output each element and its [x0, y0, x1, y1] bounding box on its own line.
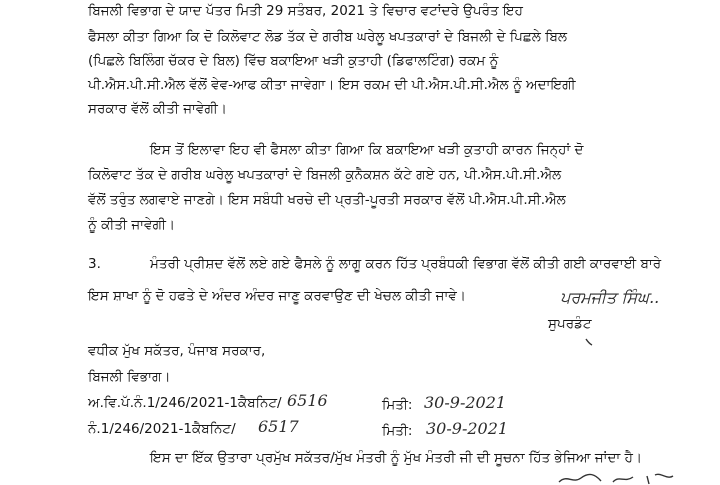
reference-1-handwritten-number: 6516 — [287, 391, 328, 410]
signature-handwriting: ਪਰਮਜੀਤ ਸਿੰਘ.. — [560, 288, 660, 307]
paragraph-2-line-4: ਨੂੰ ਕੀਤੀ ਜਾਵੇਗੀ। — [88, 217, 176, 233]
signature-designation: ਸੁਪਰਡੰਟ — [548, 316, 592, 332]
paragraph-1-line-2: ਫੈਸਲਾ ਕੀਤਾ ਗਿਆ ਕਿ ਦੋ ਕਿਲੋਵਾਟ ਲੋਡ ਤੱਕ ਦੇ ਗਰੀਬ ਘਰੇਲੂ ਖਪਤਕਾਰਾਂ ਦੇ ਬਿਜਲੀ ਦੇ ਪਿਛਲੇ ਬਿਲ — [88, 29, 568, 45]
item-3-line-1: ਮੰਤਰੀ ਪ੍ਰੀਸ਼ਦ ਵੱਲੋਂ ਲਏ ਗਏ ਫੈਸਲੇ ਨੂੰ ਲਾਗੂ ਕਰਨ ਹਿੱਤ ਪ੍ਰਬੰਧਕੀ ਵਿਭਾਗ ਵੱਲੋਂ ਕੀਤੀ ਗਈ ਕਾਰਵਾਈ ਬਾਰੇ — [150, 256, 662, 272]
paragraph-2-line-1: ਇਸ ਤੋਂ ਇਲਾਵਾ ਇਹ ਵੀ ਫੈਸਲਾ ਕੀਤਾ ਗਿਆ ਕਿ ਬਕਾਇਆ ਖੜੀ ਕੁਤਾਹੀ ਕਾਰਨ ਜਿਨ੍ਹਾਂ ਦੋ — [150, 142, 584, 158]
partial-signature-scribble — [555, 470, 685, 485]
addressee-line-2: ਬਿਜਲੀ ਵਿਭਾਗ। — [88, 369, 171, 385]
item-3-line-2: ਇਸ ਸ਼ਾਖਾ ਨੂੰ ਦੋ ਹਫਤੇ ਦੇ ਅੰਦਰ ਅੰਦਰ ਜਾਣੂ ਕਰਵਾਉਣ ਦੀ ਖੇਚਲ ਕੀਤੀ ਜਾਵੇ। — [88, 288, 466, 304]
paragraph-1-line-3: (ਪਿਛਲੇ ਬਿਲਿੰਗ ਚੱਕਰ ਦੇ ਬਿਲ) ਵਿੱਚ ਬਕਾਇਆ ਖੜੀ ਕੁਤਾਹੀ (ਡਿਫਾਲਟਿੰਗ) ਰਕਮ ਨੂੰ — [88, 53, 499, 69]
paragraph-2-line-3: ਵੱਲੋਂ ਤਰੁੰਤ ਲਗਵਾਏ ਜਾਣਗੇ। ਇਸ ਸਬੰਧੀ ਖਰਚੇ ਦੀ ਪ੍ਰਤੀ-ਪੂਰਤੀ ਸਰਕਾਰ ਵੱਲੋਂ ਪੀ.ਐਸ.ਪੀ.ਸੀ.ਐਲ — [88, 192, 566, 208]
item-3-number: 3. — [88, 256, 101, 272]
copy-note: ਇਸ ਦਾ ਇੱਕ ਉਤਾਰਾ ਪ੍ਰਮੁੱਖ ਸਕੱਤਰ/ਮੁੱਖ ਮੰਤਰੀ ਨੂੰ ਮੁੱਖ ਮੰਤਰੀ ਜੀ ਦੀ ਸੂਚਨਾ ਹਿੱਤ ਭੇਜਿਆ ਜਾਂਦਾ ਹੈ। — [150, 450, 642, 466]
reference-1-number: ਅ.ਵਿ.ਪੱ.ਨੰ.1/246/2021-1ਕੈਬਨਿਟ/ — [88, 395, 282, 411]
pen-tick-mark — [584, 336, 598, 348]
reference-1-date: 30-9-2021 — [424, 393, 507, 412]
paragraph-1-line-5: ਸਰਕਾਰ ਵੱਲੋਂ ਕੀਤੀ ਜਾਵੇਗੀ। — [88, 101, 227, 117]
reference-2-number: ਨੰ.1/246/2021-1ਕੈਬਨਿਟ/ — [88, 421, 236, 437]
paragraph-1-line-4: ਪੀ.ਐਸ.ਪੀ.ਸੀ.ਐਲ ਵੱਲੋਂ ਵੇਵ-ਆਫ ਕੀਤਾ ਜਾਵੇਗਾ। ਇਸ ਰਕਮ ਦੀ ਪੀ.ਐਸ.ਪੀ.ਸੀ.ਐਲ ਨੂੰ ਅਦਾਇਗੀ — [88, 77, 576, 93]
reference-1-date-label: ਮਿਤੀ: — [382, 397, 413, 413]
reference-2-date-label: ਮਿਤੀ: — [382, 423, 413, 439]
reference-2-handwritten-number: 6517 — [258, 417, 299, 436]
paragraph-2-line-2: ਕਿਲੋਵਾਟ ਤੱਕ ਦੇ ਗਰੀਬ ਘਰੇਲੂ ਖਪਤਕਾਰਾਂ ਦੇ ਬਿਜਲੀ ਕੁਨੈਕਸ਼ਨ ਕੱਟੇ ਗਏ ਹਨ, ਪੀ.ਐਸ.ਪੀ.ਸੀ.ਐਲ — [88, 167, 562, 183]
addressee-line-1: ਵਧੀਕ ਮੁੱਖ ਸਕੱਤਰ, ਪੰਜਾਬ ਸਰਕਾਰ, — [88, 343, 266, 359]
paragraph-1-line-1: ਬਿਜਲੀ ਵਿਭਾਗ ਦੇ ਯਾਦ ਪੱਤਰ ਮਿਤੀ 29 ਸਤੰਬਰ, 2021 ਤੇ ਵਿਚਾਰ ਵਟਾਂਦਰੇ ਉਪਰੰਤ ਇਹ — [88, 3, 523, 19]
reference-2-date: 30-9-2021 — [426, 419, 509, 438]
